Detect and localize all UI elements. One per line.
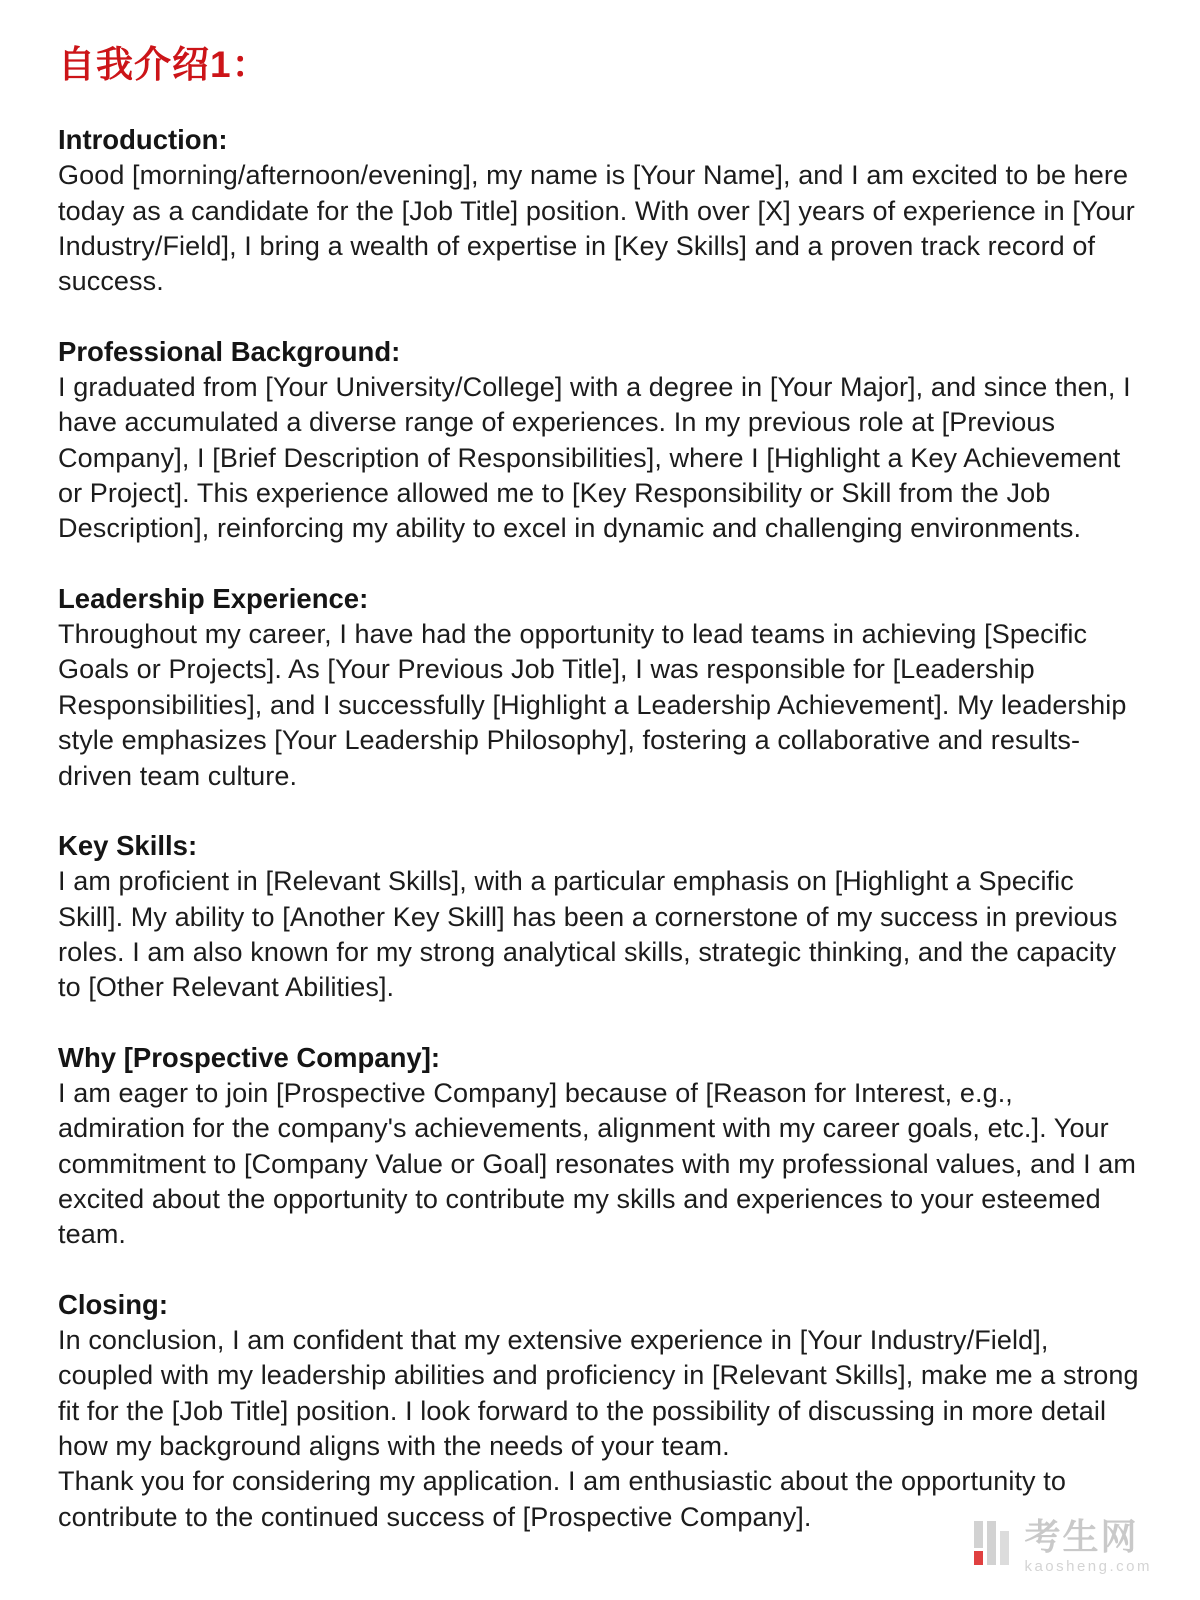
watermark-text: [1024, 1516, 1152, 1575]
section-paragraph: Thank you for considering my application. I am enthusiastic about the opportunity to contribute to the continued success of [Prospective Company].: [58, 1466, 1066, 1532]
section-key-skills: [58, 828, 1142, 1006]
section-heading: Closing:: [58, 1288, 168, 1320]
section-closing: [58, 1287, 1142, 1535]
section-heading: Why [Prospective Company]:: [58, 1041, 441, 1073]
section-paragraph: I graduated from [Your University/College] with a degree in [Your Major], and since then, I have accumulated a diverse range of experiences. In my previous role at [Previous Company], I [Brief Description of Responsibilities], where I [Highlight a Key Achievement or Project]. This experience allowed me to [Key Responsibility or Skill from the Job Description], reinforcing my ability to excel in dynamic and challenging environments.: [58, 372, 1131, 544]
section-heading: Key Skills:: [58, 829, 198, 861]
section-heading: Professional Background:: [58, 335, 401, 367]
page-title: 自我介绍1：: [58, 44, 270, 85]
section-heading: Leadership Experience:: [58, 582, 369, 614]
section-paragraph: I am eager to join [Prospective Company] because of [Reason for Interest, e.g., admiration for the company's achievements, alignment with my career goals, etc.]. Your commitment to [Company Value or Goal] resonates with my professional values, and I am excited about the opportunity to contribute my skills and experiences to your esteemed team.: [58, 1077, 1136, 1250]
watermark-site-name: 考生网: [1024, 1516, 1139, 1557]
section-professional-background: [58, 334, 1142, 547]
section-paragraph: In conclusion, I am confident that my extensive experience in [Your Industry/Field], coupled with my leadership abilities and proficiency in [Relevant Skills], make me a strong fit for the [Job Title] position. I look forward to the possibility of discussing in more detail how my background aligns with the needs of your team.: [58, 1325, 1139, 1462]
section-why-company: [58, 1040, 1142, 1253]
section-paragraph: I am proficient in [Relevant Skills], with a particular emphasis on [Highlight a Specific Skill]. My ability to [Another Key Skill] has been a cornerstone of my success in previous roles. I am also known for my strong analytical skills, strategic thinking, and the capacity to [Other Relevant Abilities].: [58, 866, 1118, 1003]
section-leadership-experience: [58, 581, 1142, 794]
kaosheng-logo-icon: [972, 1519, 1016, 1567]
section-heading: Introduction:: [58, 124, 228, 155]
section-paragraph: Good [morning/afternoon/evening], my name is [Your Name], and I am excited to be here today as a candidate for the [Job Title] position. With over [X] years of experience in [Your Industry/Field], I bring a wealth of expertise in [Key Skills] and a proven track record of success.: [58, 160, 1135, 297]
section-introduction: [58, 122, 1142, 300]
section-paragraph: Throughout my career, I have had the opportunity to lead teams in achieving [Specific Goals or Projects]. As [Your Previous Job Title], I was responsible for [Leadership Responsibilities], and I successfully [Highlight a Leadership Achievement]. My leadership style emphasizes [Your Leadership Philosophy], fostering a collaborative and results-driven team culture.: [58, 619, 1127, 791]
watermark-site-domain: kaosheng.com: [1024, 1558, 1152, 1575]
watermark: [972, 1516, 1152, 1575]
